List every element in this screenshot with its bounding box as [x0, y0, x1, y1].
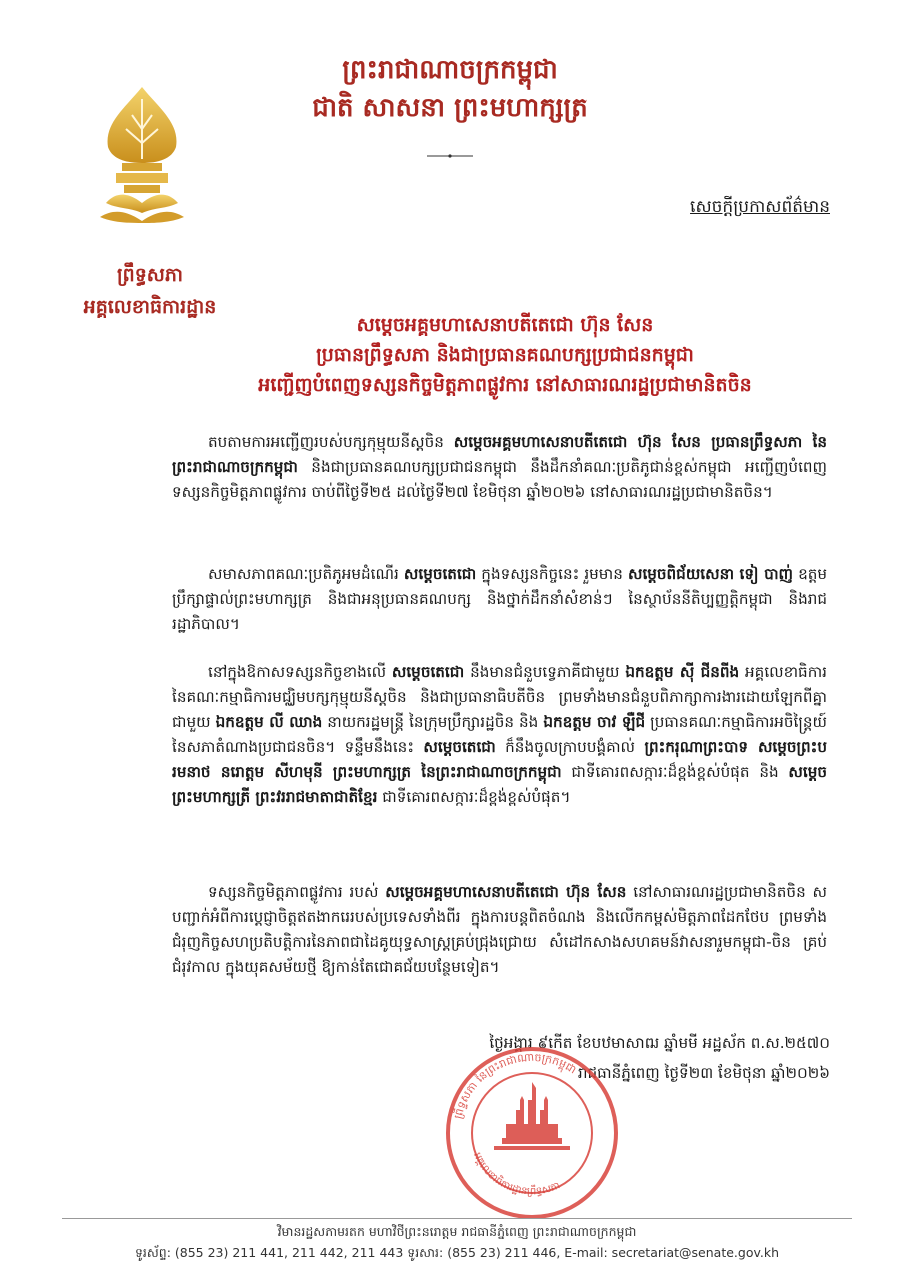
kingdom-heading: ព្រះរាជាណាចក្រកម្ពុជា	[342, 55, 558, 85]
paragraph-text: និងជាប្រធានគណបក្សប្រជាជនកម្ពុជា នឹងដឹកនាំគណៈប្រតិភូជាន់ខ្ពស់កម្ពុជា អញ្ជើញបំពេញទស្សនកិច្ចមិត្តភាពផ្លូវការ ចាប់ពីថ្ងៃទី២៥ ដល់ថ្ងៃទី២៧ ខែមិថុនា ឆ្នាំ២០២៦ នៅសាធារណរដ្ឋប្រជាមានិតចិន។	[172, 458, 827, 501]
solar-date: រាជធានីភ្នំពេញ ថ្ងៃទី២៣ ខែមិថុនា ឆ្នាំ២០២៦	[577, 1064, 830, 1082]
header-divider	[425, 146, 475, 156]
footer-divider	[62, 1218, 852, 1219]
paragraph-text: ទស្សនកិច្ចមិត្តភាពផ្លូវការ របស់	[208, 883, 386, 901]
footer-address: វិមានរដ្ឋសភាមរតក មហាវិថីព្រះនរោត្តម រាជធានីភ្នំពេញ ព្រះរាជាណាចក្រកម្ពុជា	[277, 1224, 637, 1239]
paragraph-2	[172, 562, 827, 637]
paragraph-text: ប្រធានគណៈកម្មាធិការអចិន្ត្រៃយ៍នៃសភាតំណាងប្រជាជនចិន។ ទន្ទឹមនឹងនេះ	[172, 713, 828, 756]
bold-name-text: ឯកឧត្តម ចាវ ឡឺជី	[543, 713, 646, 731]
paragraph-4	[172, 880, 827, 980]
title-line-1: សម្តេចអគ្គមហាសេនាបតីតេជោ ហ៊ុន សែន	[356, 314, 654, 336]
bold-name-text: សម្តេចពិជ័យសេនា ទៀ បាញ់	[627, 565, 793, 583]
paragraph-text: ក្នុងទស្សនកិច្ចនេះ រួមមាន	[476, 565, 628, 583]
paragraph-text: នាយករដ្ឋមន្ត្រី នៃក្រុមប្រឹក្សារដ្ឋចិន និង	[322, 713, 544, 731]
institution-department: អគ្គលេខាធិការដ្ឋាន	[83, 296, 217, 318]
bold-name-text: សម្តេចព្រះមហាក្សត្រី ព្រះវររាជមាតាជាតិខ្មែរ	[172, 763, 827, 806]
paragraph-3	[172, 660, 827, 810]
national-motto: ជាតិ សាសនា ព្រះមហាក្សត្រ	[312, 93, 588, 123]
paragraph-text: ឧត្តមប្រឹក្សាផ្ទាល់ព្រះមហាក្សត្រ និងជាអនុប្រធានគណបក្ស និងថ្នាក់ដឹកនាំសំខាន់ៗ នៃស្ថាប័ននីតិប្បញ្ញត្តិកម្ពុជា និងរាជរដ្ឋាភិបាល។	[172, 565, 827, 633]
paragraph-text: នៅក្នុងឱកាសទស្សនកិច្ចខាងលើ	[208, 663, 392, 681]
bold-name-text: សម្តេចអគ្គមហាសេនាបតីតេជោ ហ៊ុន សែន	[385, 883, 627, 901]
bold-name-text: ព្រះករុណាព្រះបាទ សម្តេចព្រះបរមនាថ នរោត្តម សីហមុនី ព្រះមហាក្សត្រ នៃព្រះរាជាណាចក្រកម្ពុជា	[172, 738, 827, 781]
bold-name-text: ឯកឧត្តម លី ឈាង	[215, 713, 323, 731]
seal-inner-text: អគ្គលេខាធិការដ្ឋានព្រឹទ្ធសភា	[471, 1151, 562, 1198]
paragraph-text: ជាទីគោរពសក្ការៈដ៏ខ្ពង់ខ្ពស់បំផុត។	[377, 788, 571, 806]
paragraph-text: ក៏នឹងចូលក្រាបបង្គំគាល់	[495, 738, 645, 756]
bold-name-text: សម្តេចអគ្គមហាសេនាបតីតេជោ ហ៊ុន សែន ប្រធានព្រឹទ្ធសភា នៃព្រះរាជាណាចក្រកម្ពុជា	[172, 433, 827, 476]
paragraph-text: អគ្គលេខាធិការនៃគណៈកម្មាធិការមជ្ឈិមបក្សកុម្មុយនីស្តចិន និងជាប្រធានាធិបតីចិន ព្រមទាំងមានជំនួបពិភាក្សាការងារដោយឡែកពីគ្នា ជាមួយ	[172, 663, 827, 731]
institution-name: ព្រឹទ្ធសភា	[117, 264, 183, 286]
title-line-3: អញ្ជើញបំពេញទស្សនកិច្ចមិត្តភាពផ្លូវការ នៅសាធារណរដ្ឋប្រជាមានិតចិន	[258, 374, 752, 396]
bold-name-text: សម្តេចតេជោ	[403, 565, 477, 583]
seal-outer-text: ព្រឹទ្ធសភា នៃព្រះរាជាណាចក្រកម្ពុជា	[451, 1050, 579, 1121]
official-seal-icon	[432, 1038, 632, 1218]
divider-ornament-icon	[425, 151, 475, 161]
bold-name-text: សម្តេចតេជោ	[423, 738, 496, 756]
paragraph-text: នៅសាធារណរដ្ឋប្រជាមានិតចិន សបញ្ជាក់អំពីការប្តេជ្ញាចិត្តឥតងាករេរបស់ប្រទេសទាំងពីរ ក្នុងការបន្តពិតចំណង និងលើកកម្ពស់មិត្តភាពដែកថែប ព្រមទាំងជំរុញកិច្ចសហប្រតិបត្តិការនៃភាពជាដៃគូយុទ្ធសាស្ត្រគ្រប់ជ្រុងជ្រោយ សំដៅកសាងសហគមន៍វាសនារួមកម្ពុជា-ចិន គ្រប់ជំរុវកាល ក្នុងយុគសម័យថ្មី ឱ្យកាន់តែជោគជ័យបន្ថែមទៀត។	[172, 883, 827, 976]
paragraph-text: នឹងមានជំនួបទ្វេភាគីជាមួយ	[464, 663, 626, 681]
bold-name-text: ឯកឧត្តម ស៊ី ជីនពីង	[625, 663, 740, 681]
senate-emblem-icon	[96, 85, 188, 225]
title-line-2: ប្រធានព្រឹទ្ធសភា និងជាប្រធានគណបក្សប្រជាជនកម្ពុជា	[316, 344, 694, 366]
paragraph-1	[172, 430, 827, 505]
footer-contact: ទូរស័ព្ទ: (855 23) 211 441, 211 442, 211 443 ទូរសារ: (855 23) 211 446, E-mail: secretariat@senate.gov.kh	[134, 1245, 780, 1260]
lunar-date: ថ្ងៃអង្គារ ៩កើត ខែបឋមាសាឍ ឆ្នាំមមី អដ្ឋស័ក ព.ស.២៥៧០	[489, 1034, 830, 1052]
paragraph-text: ជាទីគោរពសក្ការៈដ៏ខ្ពង់ខ្ពស់បំផុត និង	[561, 763, 789, 781]
document-type: សេចក្តីប្រកាសព័ត៌មាន	[690, 197, 830, 217]
bold-name-text: សម្តេចតេជោ	[391, 663, 465, 681]
paragraph-text: សមាសភាពគណៈប្រតិភូអមដំណើរ	[208, 565, 404, 583]
paragraph-text: តបតាមការអញ្ជើញរបស់បក្សកុម្មុយនីស្តចិន	[208, 433, 454, 451]
